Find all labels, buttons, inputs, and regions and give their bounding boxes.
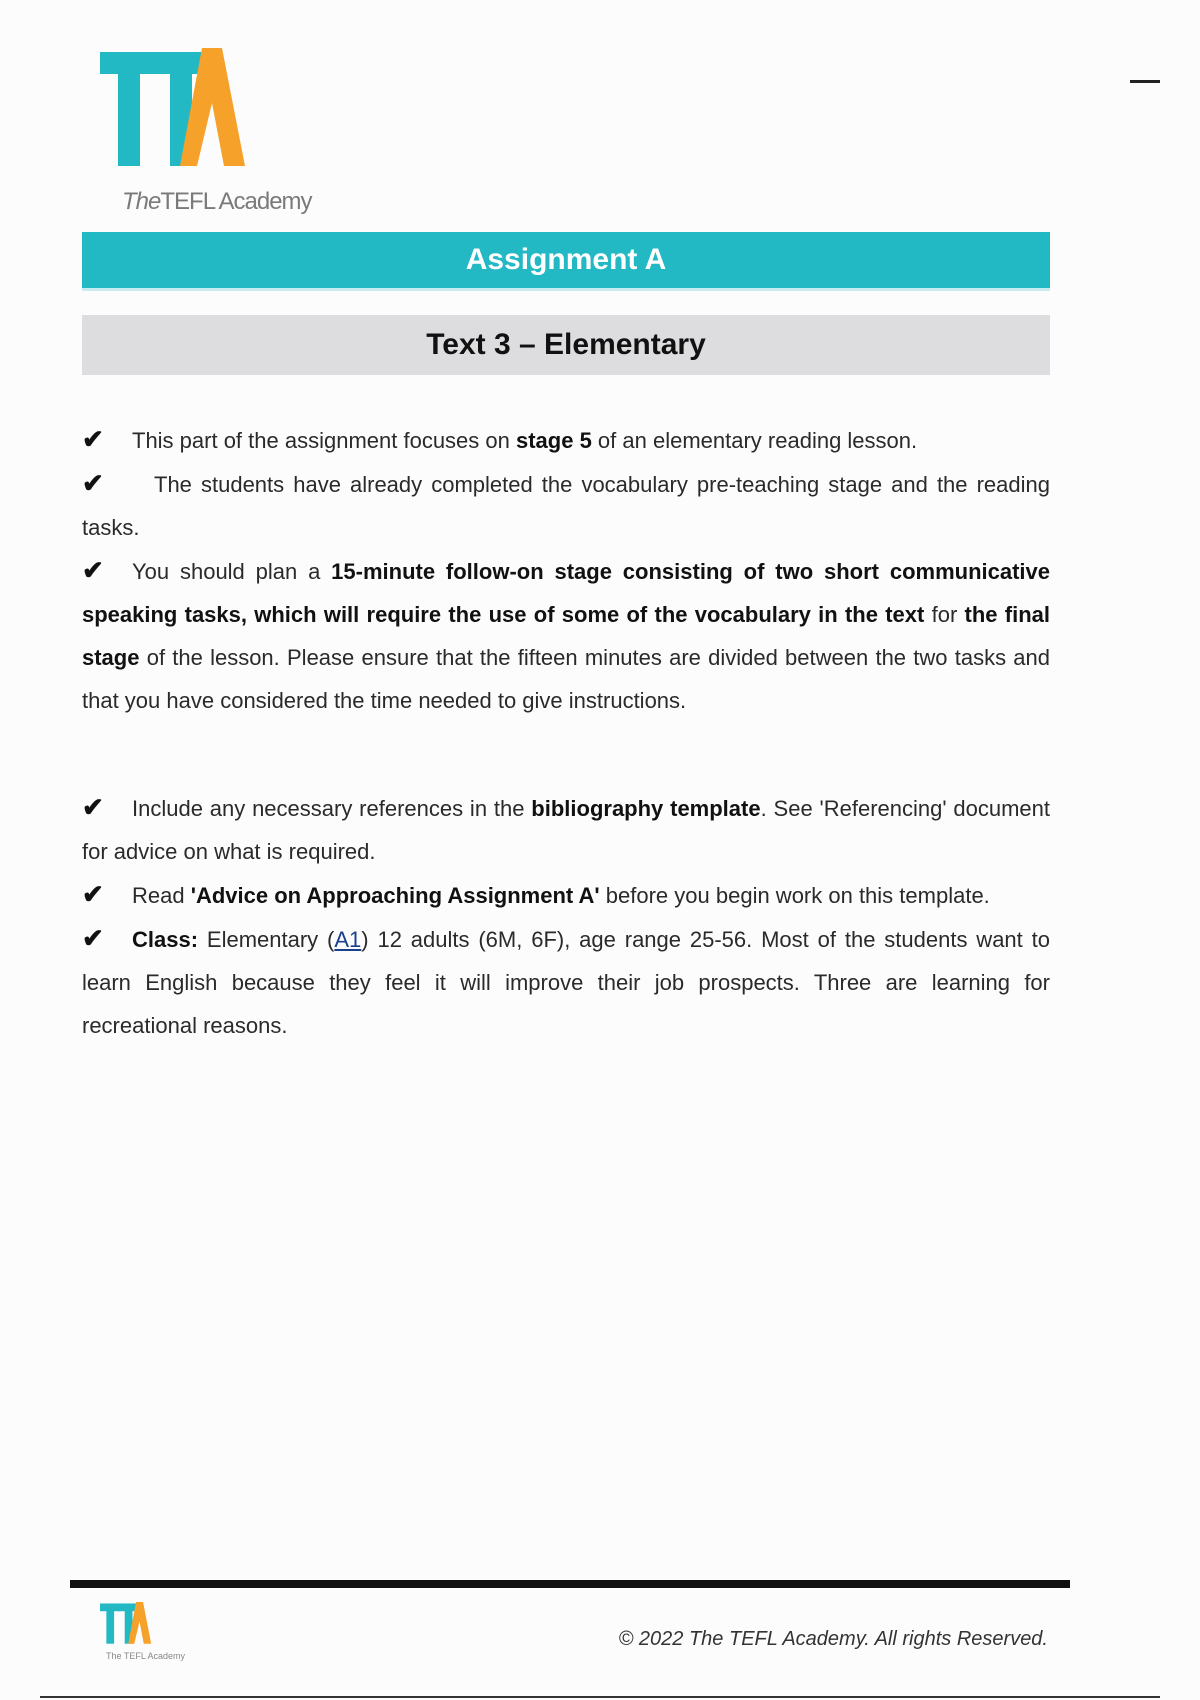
check-icon: ✔	[82, 792, 104, 822]
logo-caption: TheTEFL Academy	[122, 188, 312, 215]
check-icon: ✔	[82, 879, 104, 909]
list-item: ✔ This part of the assignment focuses on stage 5 of an elementary reading lesson.	[82, 418, 1050, 462]
list-item: ✔ Include any necessary references in the bibliography template. See 'Referencing' document for advice on what is required.	[82, 786, 1050, 873]
check-icon: ✔	[82, 923, 104, 953]
list-item: ✔ Class: Elementary (A1) 12 adults (6M, 6F), age range 25-56. Most of the students want to learn English because they feel it will improve their job prospects. Three are learning for recreational reasons.	[82, 917, 1050, 1047]
text-subtitle-banner	[82, 315, 1050, 375]
instructions-list	[82, 418, 1050, 1047]
tta-logo-mark-small	[100, 1600, 160, 1650]
list-item: ✔ Read 'Advice on Approaching Assignment A' before you begin work on this template.	[82, 873, 1050, 917]
check-icon: ✔	[82, 468, 104, 498]
tta-logo-mark	[100, 48, 270, 178]
footer-divider	[70, 1580, 1070, 1588]
copyright-notice: © 2022 The TEFL Academy. All rights Reserved.	[618, 1628, 1048, 1650]
assignment-title-banner	[82, 232, 1050, 288]
assignment-title: Assignment A	[465, 243, 667, 276]
check-icon: ✔	[82, 555, 104, 585]
tefl-academy-logo	[100, 48, 312, 223]
cefr-level-link[interactable]: A1	[334, 927, 362, 952]
page-bottom-edge	[40, 1696, 1160, 1698]
text-subtitle: Text 3 – Elementary	[426, 328, 706, 361]
list-item: ✔ You should plan a 15-minute follow-on stage consisting of two short communicative speaking tasks, which will require the use of some of the vocabulary in the text for the final stage of the lesson. Please ensure that the fifteen minutes are divided between the two tasks and that you have considered the time needed to give instructions.	[82, 549, 1050, 722]
window-dash	[1130, 80, 1160, 83]
list-item: ✔ The students have already completed the vocabulary pre-teaching stage and the reading tasks.	[82, 462, 1050, 549]
footer-logo-caption: The TEFL Academy	[106, 1651, 186, 1661]
check-icon: ✔	[82, 424, 104, 454]
